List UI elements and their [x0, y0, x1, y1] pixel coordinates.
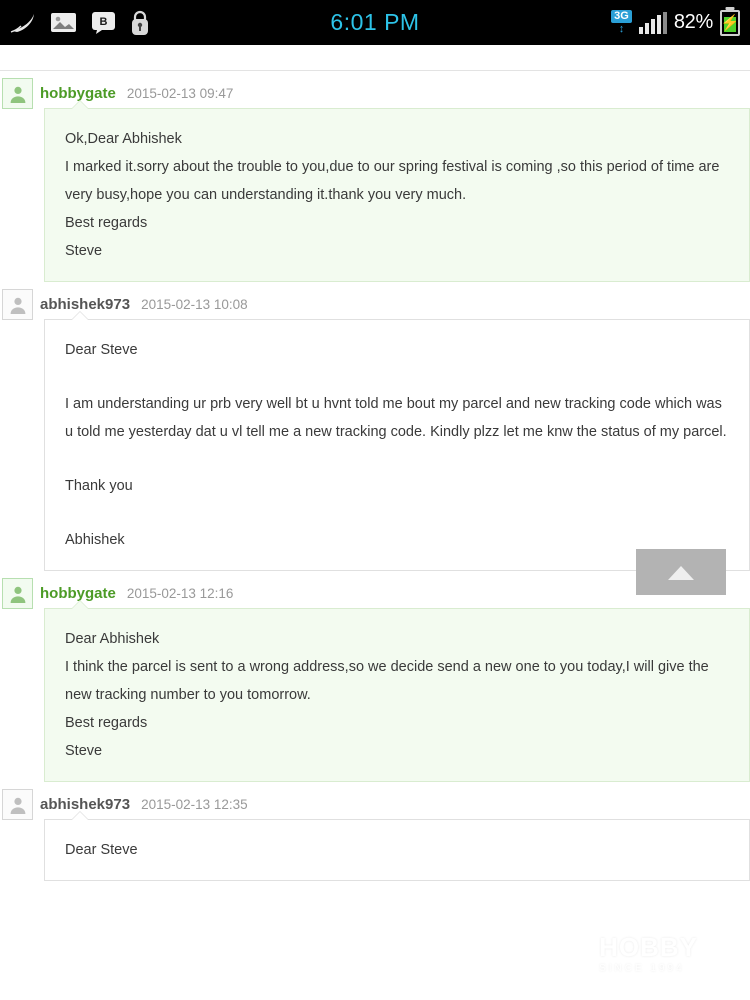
post-item: [0, 282, 750, 571]
post-line: Best regards: [65, 715, 148, 731]
post-header: [0, 282, 750, 319]
post-line: I am understanding ur prb very well bt u hvnt told me bout my parcel and new tracking code which was u told me yesterday dat u vl tell me a new tracking code. Kindly plzz let me knw the status of my parcel.: [65, 396, 727, 440]
network-3g-icon: [611, 10, 632, 35]
status-bar-icons: [10, 10, 150, 36]
post-body: [44, 319, 750, 571]
post-line: I think the parcel is sent to a wrong address,so we decide send a new one to you today,I will give the new tracking number to you tomorrow.: [65, 659, 709, 703]
watermark-logo-icon: [547, 929, 589, 976]
watermark-subtext: SINCE 1994: [599, 962, 685, 974]
battery-icon: [720, 10, 740, 36]
network-type-label: 3G: [611, 10, 632, 23]
svg-text:B: B: [99, 16, 108, 28]
post-line: Dear Steve: [65, 342, 138, 358]
watermark: [547, 929, 698, 976]
avatar[interactable]: [2, 289, 33, 320]
post-author[interactable]: abhishek973: [40, 296, 131, 313]
scroll-to-top-button[interactable]: [636, 549, 726, 595]
post-date: 2015-02-13 09:47: [126, 86, 234, 101]
signal-strength-icon: [639, 12, 667, 34]
post-author[interactable]: hobbygate: [40, 585, 116, 602]
post-line: Steve: [65, 743, 103, 759]
post-date: 2015-02-13 12:16: [126, 586, 234, 601]
post-item: [0, 782, 750, 881]
post-line: Steve: [65, 243, 103, 259]
avatar[interactable]: [2, 78, 33, 109]
post-body: [44, 108, 750, 282]
post-body: [44, 608, 750, 782]
post-author[interactable]: abhishek973: [40, 796, 131, 813]
post-line: I marked it.sorry about the trouble to you,due to our spring festival is coming ,so this period of time are very busy,hope you can understanding it.thank you very much.: [65, 159, 720, 203]
post-line: Dear Steve: [65, 842, 138, 858]
post-item: [0, 71, 750, 282]
message-thread[interactable]: [0, 45, 750, 1000]
post-line: Best regards: [65, 215, 148, 231]
post-line: Abhishek: [65, 532, 125, 548]
watermark-text: HOBBY SINCE 1994: [599, 931, 698, 974]
status-bar-clock: 6:01 PM: [330, 9, 420, 35]
post-item: [0, 571, 750, 782]
status-bar: [0, 0, 750, 45]
post-header: [0, 571, 750, 608]
feather-icon: [10, 12, 36, 34]
post-body: [44, 819, 750, 881]
post-line: Ok,Dear Abhishek: [65, 131, 182, 147]
post-header: [0, 782, 750, 819]
post-header: [0, 71, 750, 108]
status-bar-indicators: [611, 10, 740, 36]
post-line: Dear Abhishek: [65, 631, 160, 647]
post-date: 2015-02-13 10:08: [141, 297, 248, 312]
avatar[interactable]: [2, 789, 33, 820]
post-line: Thank you: [65, 478, 133, 494]
post-author[interactable]: hobbygate: [40, 85, 116, 102]
avatar[interactable]: [2, 578, 33, 609]
password-keeper-icon: [130, 10, 150, 36]
battery-percent-label: 82%: [673, 11, 713, 33]
data-transfer-arrows: ↕: [618, 23, 625, 35]
partial-post-above: [0, 45, 750, 71]
charging-bolt-icon: ⚡: [720, 14, 740, 31]
post-date: 2015-02-13 12:35: [141, 797, 248, 812]
photo-icon: [50, 11, 77, 34]
bbm-icon: [91, 11, 116, 34]
